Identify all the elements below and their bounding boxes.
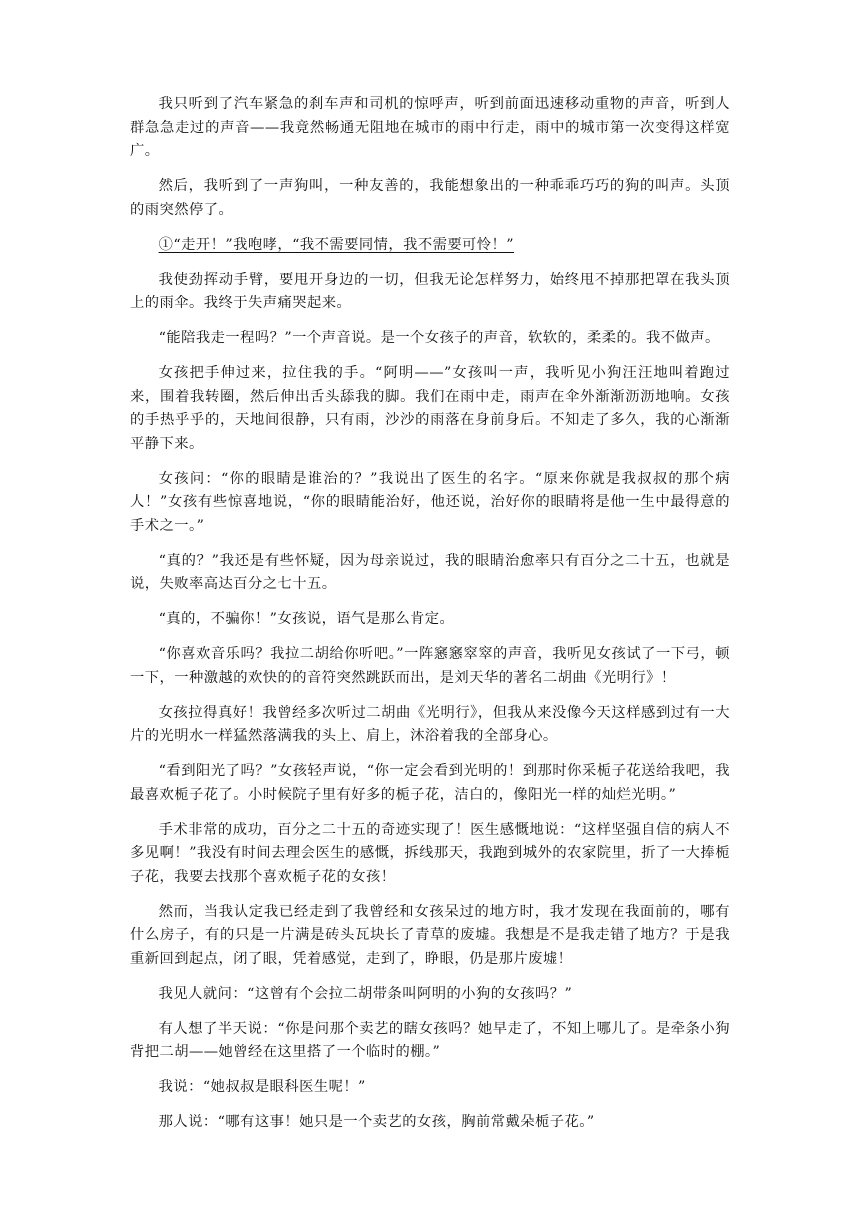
article-body: [130, 93, 730, 1146]
paragraph-13: 手术非常的成功，百分之二十五的奇迹实现了！医生感慨地说：“这样坚强自信的病人不多见啊！”我没有时间去理会医生的感慨，拆线那天，我跑到城外的农家院里，折了一大捧栀子花，我要去找那个喜欢栀子花的女孩！: [130, 821, 730, 885]
paragraph-8: “真的？”我还是有些怀疑，因为母亲说过，我的眼睛治愈率只有百分之二十五，也就是说，失败率高达百分之七十五。: [130, 552, 730, 592]
paragraph-15: 我见人就问：“这曾有个会拉二胡带条叫阿明的小狗的女孩吗？”: [158, 985, 573, 1002]
paragraph-14: 然而，当我认定我已经走到了我曾经和女孩呆过的地方时，我才发现在我面前的，哪有什么房子，有的只是一片满是砖头瓦块长了青草的废墟。我想是不是我走错了地方？于是我重新回到起点，闭了眼，凭着感觉，走到了，睁眼，仍是那片废墟！: [130, 903, 730, 967]
underlined-quote: ①“走开！”我咆哮，“我不需要同情，我不需要可怜！”: [158, 236, 515, 253]
paragraph-10: “你喜欢音乐吗？我拉二胡给你听吧。”一阵窸窸窣窣的声音，我听见女孩试了一下弓，顿一下，一种激越的欢快的的音符突然跳跃而出，是刘天华的著名二胡曲《光明行》！: [130, 646, 730, 686]
paragraph-6: 女孩把手伸过来，拉住我的手。“阿明——”女孩叫一声，我听见小狗汪汪地叫着跑过来，围着我转圈，然后伸出舌头舔我的脚。我们在雨中走，雨声在伞外渐渐沥沥地响。女孩的手热乎乎的，天地间很静，只有雨，沙沙的雨落在身前身后。不知走了多久，我的心渐渐平静下来。: [130, 365, 730, 452]
paragraph-4: 我使劲挥动手臂，要甩开身边的一切，但我无论怎样努力，始终甩不掉那把罩在我头顶上的雨伞。我终于失声痛哭起来。: [130, 271, 730, 311]
paragraph-17: 我说：“她叔叔是眼科医生呢！”: [158, 1079, 366, 1095]
paragraph-2: 然后，我听到了一声狗叫，一种友善的，我能想象出的一种乖乖巧巧的狗的叫声。头顶的雨突然停了。: [130, 178, 730, 218]
paragraph-16: 有人想了半天说：“你是问那个卖艺的瞎女孩吗？她早走了，不知上哪儿了。是牵条小狗背把二胡——她曾经在这里搭了一个临时的棚。”: [130, 1020, 730, 1060]
paragraph-1: 我只听到了汽车紧急的刹车声和司机的惊呼声，听到前面迅速移动重物的声音，听到人群急急走过的声音——我竟然畅通无阻地在城市的雨中行走，雨中的城市第一次变得这样宽广。: [130, 96, 730, 159]
paragraph-11: 女孩拉得真好！我曾经多次听过二胡曲《光明行》，但我从来没像今天这样感到过有一大片的光明水一样猛然落满我的头上、肩上，沐浴着我的全部身心。: [130, 704, 730, 744]
paragraph-7: 女孩问：“你的眼睛是谁治的？”我说出了医生的名字。“原来你就是我叔叔的那个病人！”女孩有些惊喜地说，“你的眼睛能治好，他还说，治好你的眼睛将是他一生中最得意的手术之一。”: [130, 470, 730, 534]
paragraph-3-underlined: [130, 234, 730, 258]
paragraph-5: “能陪我走一程吗？”一个声音说。是一个女孩子的声音，软软的，柔柔的。我不做声。: [158, 330, 720, 346]
paragraph-12: “看到阳光了吗？”女孩轻声说，“你一定会看到光明的！到那时你采栀子花送给我吧，我最喜欢栀子花了。小时候院子里有好多的栀子花，洁白的，像阳光一样的灿烂光明。”: [130, 763, 730, 803]
paragraph-18: 那人说：“哪有这事！她只是一个卖艺的女孩，胸前常戴朵栀子花。”: [158, 1114, 595, 1130]
paragraph-9: “真的，不骗你！”女孩说，语气是那么肯定。: [158, 611, 455, 627]
